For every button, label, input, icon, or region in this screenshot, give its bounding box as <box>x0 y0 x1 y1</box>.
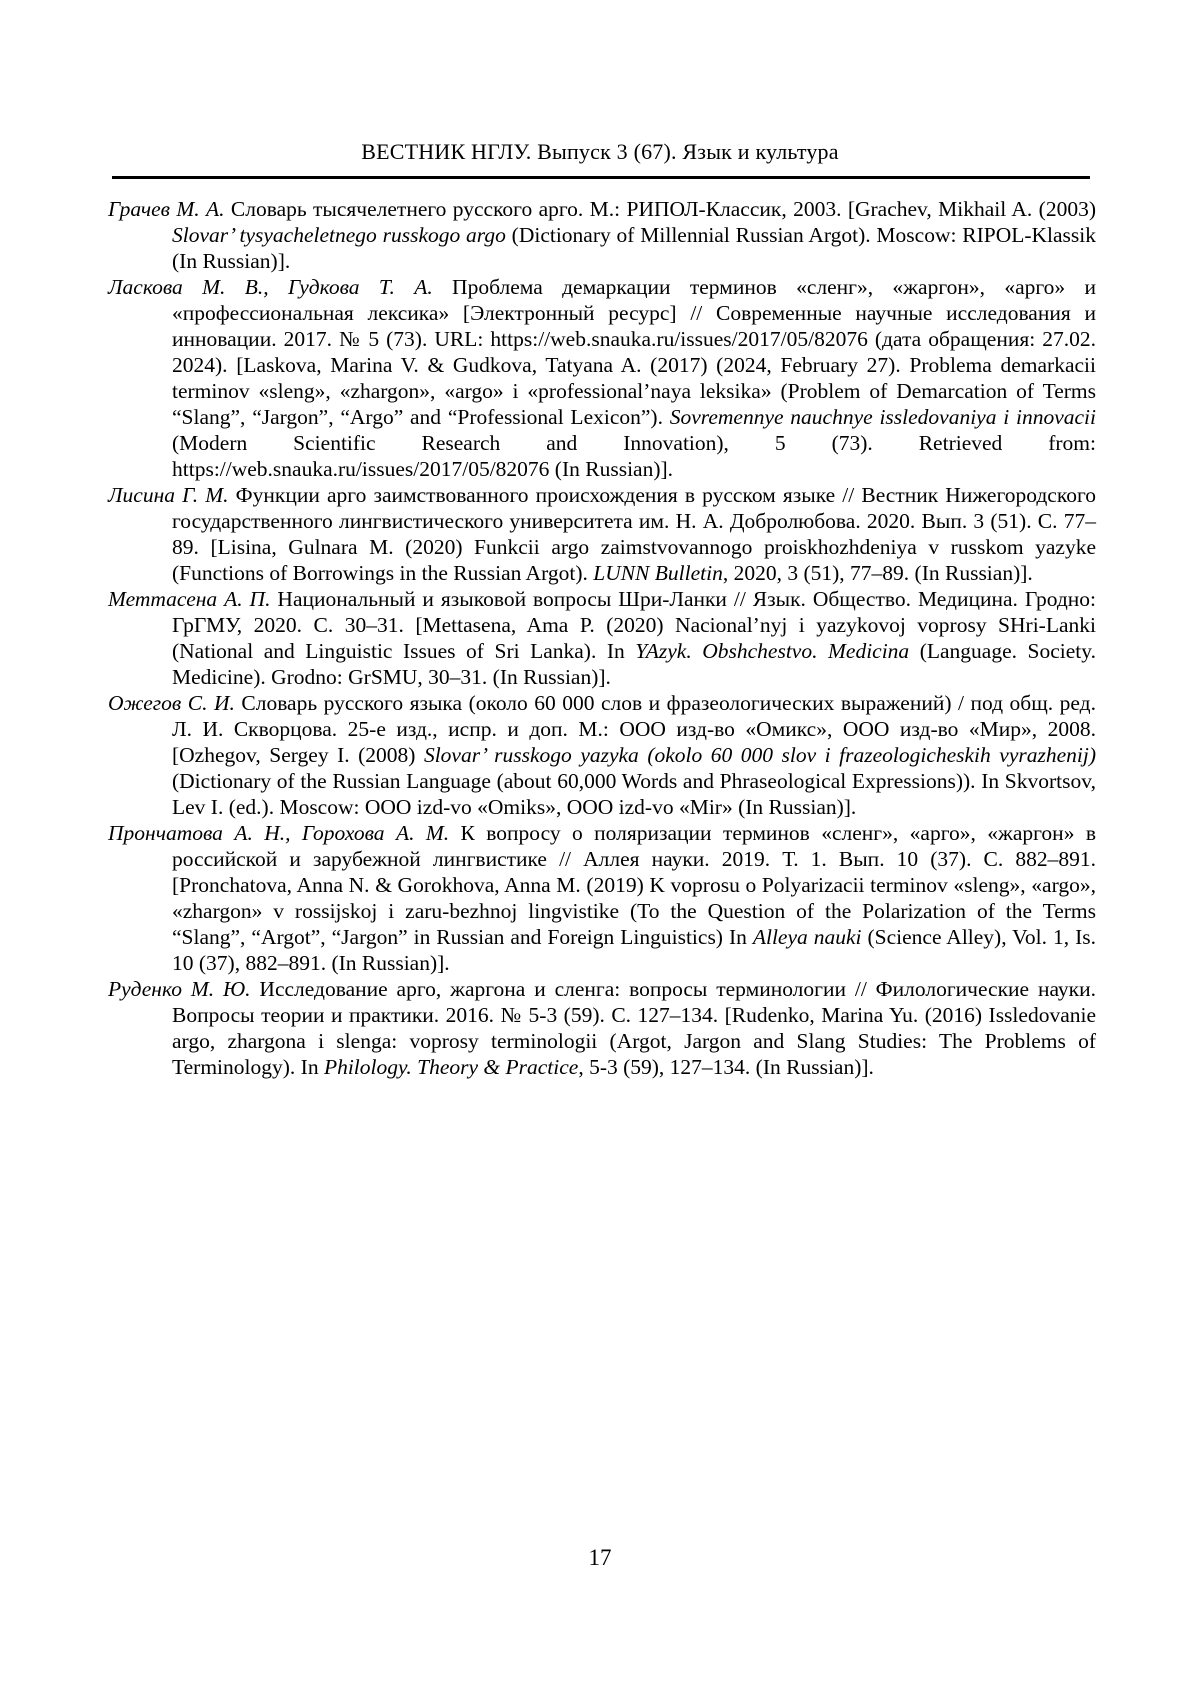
reference-entry <box>108 274 1096 482</box>
reference-entry <box>108 690 1096 820</box>
reference-text-segment: Проблема демаркации терминов «сленг», «жаргон», «арго» и «профессиональная лексика» [Электронный ресурс] // Современные научные исследования и инновации. 2017. № 5 (73). URL: https://web.snauka.ru/issues/2017/05/82076 (дата обращения: 27.02. 2024). [Laskova, Marina V. & Gudkova, Tatyana A. (2017) (2024, February 27). Problema demarkacii terminov «sleng», «zhargon», «argo» i «professional’naya leksika» (Problem of Demarcation of Terms “Slang”, “Jargon”, “Argo” and “Professional Lexicon”). <box>172 275 1096 429</box>
reference-text-segment: (Dictionary of the Russian Language (about 60,000 Words and Phraseological Expressions)). In Skvortsov, Lev I. (ed.). Moscow: ООО izd-vo «Omiks», ООО izd-vo «Mir» (In Russian)]. <box>172 769 1096 819</box>
reference-entry <box>108 586 1096 690</box>
reference-text-segment: Словарь русского языка (около 60 000 слов и фразеологических выражений) / под общ. ред. Л. И. Скворцова. 25-е изд., испр. и доп. М.: ООО изд-во «Омикс», ООО изд-во «Мир», 2008. [Ozhegov, Sergey I. (2008) <box>172 691 1096 767</box>
reference-text-segment: Функции арго заимствованного происхождения в русском языке // Вестник Нижегородского государственного лингвистического университета им. Н. А. Добролюбова. 2020. Вып. 3 (51). С. 77–89. [Lisina, Gulnara M. (2020) Funkcii argo zaimstvovannogo proiskhozhdeniya v russkom yazyke (Functions of Borrowings in the Russian Argot). <box>172 483 1096 585</box>
reference-entry <box>108 196 1096 274</box>
reference-text-segment: Исследование арго, жаргона и сленга: вопросы терминологии // Филологические науки. Вопросы теории и практики. 2016. № 5-3 (59). С. 127–134. [Rudenko, Marina Yu. (2016) Issledovanie argo, zhargona i slenga: voprosy terminologii (Argot, Jargon and Slang Studies: The Problems of Terminology). In <box>172 977 1096 1079</box>
page-header <box>108 139 1092 165</box>
reference-text-segment: Словарь тысячелетнего русского арго. М.: РИПОЛ-Классик, 2003. [Grachev, Mikhail A. (2003) <box>224 197 1096 221</box>
header-divider-rule <box>112 176 1090 179</box>
reference-italic-segment: Slovar’ tysyacheletnego russkogo argo <box>172 223 506 247</box>
reference-italic-segment: Slovar’ russkogo yazyka (okolo 60 000 slov i frazeologicheskih vyrazhenij) <box>423 743 1097 767</box>
references-list <box>108 196 1096 1080</box>
reference-italic-segment: Sovremennye nauchnye issledovaniya i innovacii <box>669 405 1096 429</box>
reference-italic-segment: YAzyk. Obshchestvo. Medicina <box>635 639 910 663</box>
reference-text-segment: (Language. Society. Medicine). Grodno: GrSMU, 30–31. (In Russian)]. <box>172 639 1096 689</box>
journal-header-title: ВЕСТНИК НГЛУ. Выпуск 3 (67). Язык и культура <box>361 139 839 164</box>
reference-italic-segment: Лисина Г. М. <box>108 483 229 507</box>
reference-italic-segment: LUNN Bulletin <box>593 561 723 585</box>
reference-italic-segment: Прончатова А. Н., Горохова А. М. <box>108 821 450 845</box>
reference-entry <box>108 820 1096 976</box>
reference-text-segment: (Science Alley), Vol. 1, Is. 10 (37), 882–891. (In Russian)]. <box>172 925 1097 975</box>
reference-entry <box>108 976 1096 1080</box>
reference-text-segment: (Dictionary of Millennial Russian Argot). Moscow: RIPOL-Klassik (In Russian)]. <box>172 223 1097 273</box>
reference-italic-segment: Alleya nauki <box>752 925 862 949</box>
reference-italic-segment: Грачев М. А. <box>108 197 225 221</box>
reference-text-segment: , 5-3 (59), 127–134. (In Russian)]. <box>578 1055 874 1079</box>
reference-italic-segment: Меттасена А. П. <box>108 587 271 611</box>
reference-text-segment: (Modern Scientific Research and Innovation), 5 (73). Retrieved from: https://web.snauka.ru/issues/2017/05/82076 (In Russian)]. <box>172 431 1096 481</box>
reference-italic-segment: Philology. Theory & Practice <box>323 1055 579 1079</box>
reference-italic-segment: Ласкова М. В., Гудкова Т. А. <box>108 275 433 299</box>
reference-italic-segment: Ожегов С. И. <box>108 691 235 715</box>
reference-entry <box>108 482 1096 586</box>
page-number: 17 <box>588 1545 612 1570</box>
reference-text-segment: Национальный и языковой вопросы Шри-Ланки // Язык. Общество. Медицина. Гродно: ГрГМУ, 2020. С. 30–31. [Mettasena, Ama P. (2020) Nacional’nyj i yazykovoj voprosy SHri-Lanki (National and Linguistic Issues of Sri Lanka). In <box>172 587 1096 663</box>
reference-text-segment: К вопросу о поляризации терминов «сленг», «арго», «жаргон» в российской и зарубежной лингвистике // Аллея науки. 2019. Т. 1. Вып. 10 (37). С. 882–891. [Pronchatova, Anna N. & Gorokhova, Anna M. (2019) K voprosu o Polyarizacii terminov «sleng», «argo», «zhargon» v rossijskoj i zaru-bezhnoj lingvistike (To the Question of the Polarization of the Terms “Slang”, “Argot”, “Jargon” in Russian and Foreign Linguistics) In <box>172 821 1096 949</box>
reference-italic-segment: Руденко М. Ю. <box>108 977 251 1001</box>
reference-text-segment: , 2020, 3 (51), 77–89. (In Russian)]. <box>722 561 1033 585</box>
